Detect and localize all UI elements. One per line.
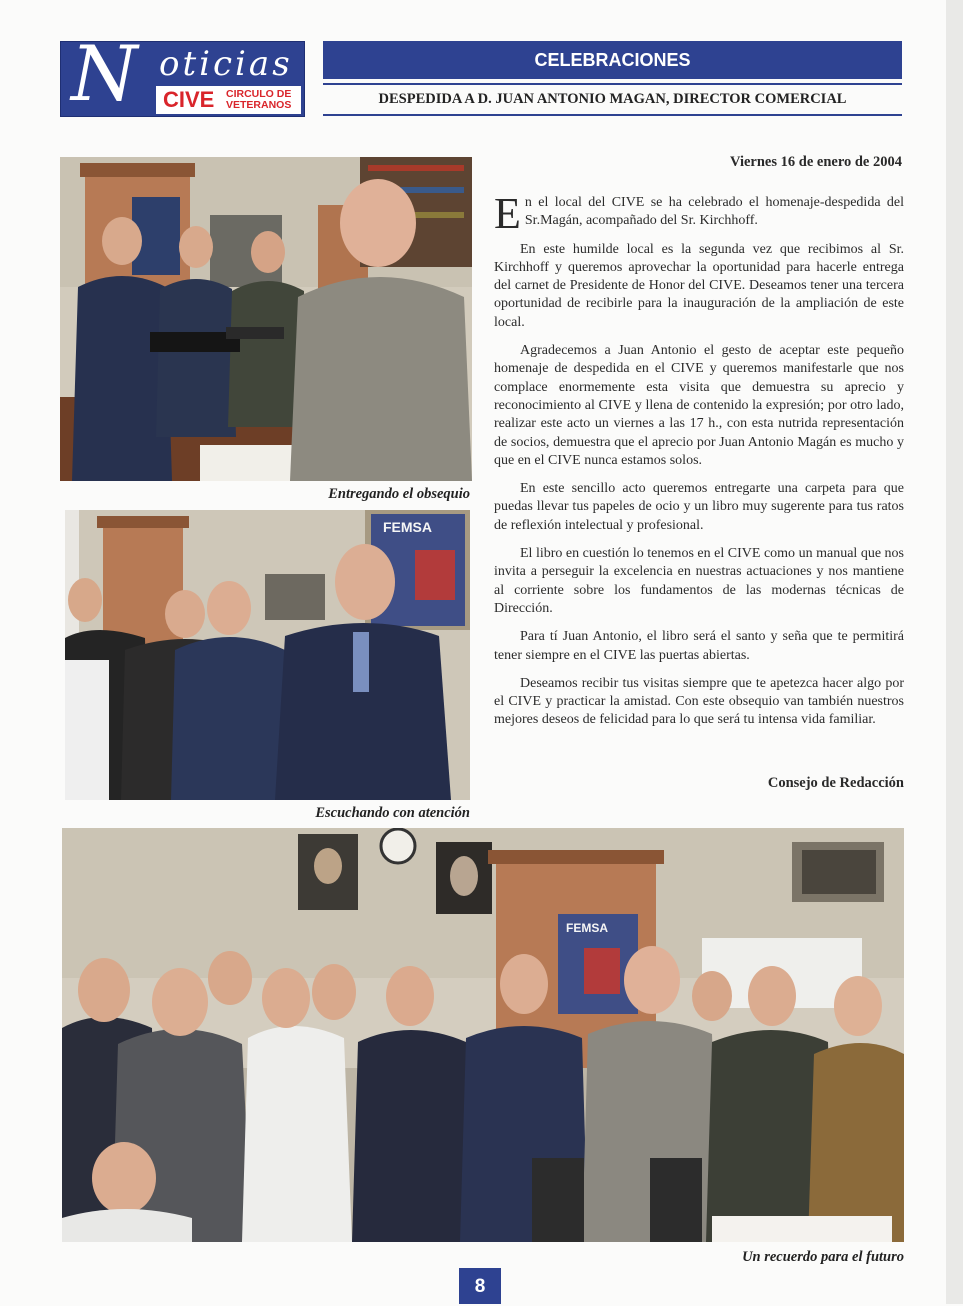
article-body (494, 189, 904, 740)
photo-handover (60, 157, 472, 481)
paragraph-1-text: n el local del CIVE se ha celebrado el homenaje-despedida del Sr.Magán, acompañado del Sr. Kirchhoff. (524, 195, 904, 229)
article-paragraph-1 (494, 189, 904, 238)
article-date: Viernes 16 de enero de 2004 (730, 154, 902, 170)
article-paragraph-2: En este humilde local es la segunda vez que recibimos al Sr. Kirchhoff y queremos aprovechar la oportunidad para hacerle entrega del carnet de Presidente de Honor del CIVE. Deseamos tener una tercera oportunidad de recibirle para la inauguración de la ampliación de este local. (494, 241, 904, 330)
article-signature: Consejo de Redacción (767, 775, 904, 791)
article-paragraph-4: En este sencillo acto queremos entregarte una carpeta para que puedas llevar tus papeles de ocio y un libro muy sugerente para tus ratos de reflexión intelectual y profesional. (494, 481, 904, 533)
drop-cap: E (494, 189, 521, 238)
brand-line-1: CIRCULO DE (226, 88, 292, 100)
brand-tagline (226, 89, 291, 111)
brand-name: CIVE (163, 87, 215, 112)
photo-listening (65, 510, 470, 800)
caption-photo-3: Un recuerdo para el futuro (742, 1249, 904, 1265)
header-rule-bottom (323, 114, 902, 116)
article-paragraph-5: El libro en cuestión lo tenemos en el CIVE como un manual que nos invita a perseguir la excelencia en nuestras actuaciones y nos mantiene al corriente sobre los fundamentos de las modernas técnicas de Dirección. (494, 546, 904, 616)
headline: DESPEDIDA A D. JUAN ANTONIO MAGAN, DIRECTOR COMERCIAL (378, 91, 847, 107)
section-title: CELEBRACIONES (323, 41, 902, 79)
article-paragraph-6: Para tí Juan Antonio, el libro será el santo y seña que te permitirá tener siempre en el CIVE las puertas abiertas. (494, 629, 904, 663)
caption-photo-1: Entregando el obsequio (328, 486, 470, 502)
masthead-logo (60, 29, 305, 118)
article-paragraph-3: Agradecemos a Juan Antonio el gesto de aceptar este pequeño homenaje de despedida en el CIVE y queremos manifestarle que nos complace enormemente esta visita que demuestra su aprecio y reconocimiento al CIVE y llena de contenido la expresión; por otro lado, realizar este acto un viernes a las 17 h., con esta nutrida representación de socios, demuestra que el aprecio por Juan Antonio Magán es mucho y que en el CIVE nunca estamos solos. (494, 343, 904, 468)
logo-brand-box (156, 86, 301, 114)
femsa-poster-text: FEMSA (383, 519, 432, 535)
logo-initial: N (71, 29, 138, 118)
header-rule-top (323, 83, 902, 85)
logo-word: oticias (159, 44, 293, 84)
page-edge (946, 0, 963, 1304)
article-paragraph-7: Deseamos recibir tus visitas siempre que te apetezca hacer algo por el CIVE y practicar la amistad. Con este obsequio van también nuestros mejores deseos de felicidad para lo que será tu intensa vida familiar. (494, 675, 904, 728)
group-poster-text: FEMSA (566, 921, 608, 935)
page-number: 8 (459, 1268, 501, 1304)
brand-line-2: VETERANOS (226, 99, 292, 111)
caption-photo-2: Escuchando con atención (315, 805, 470, 821)
photo-group (62, 828, 904, 1242)
